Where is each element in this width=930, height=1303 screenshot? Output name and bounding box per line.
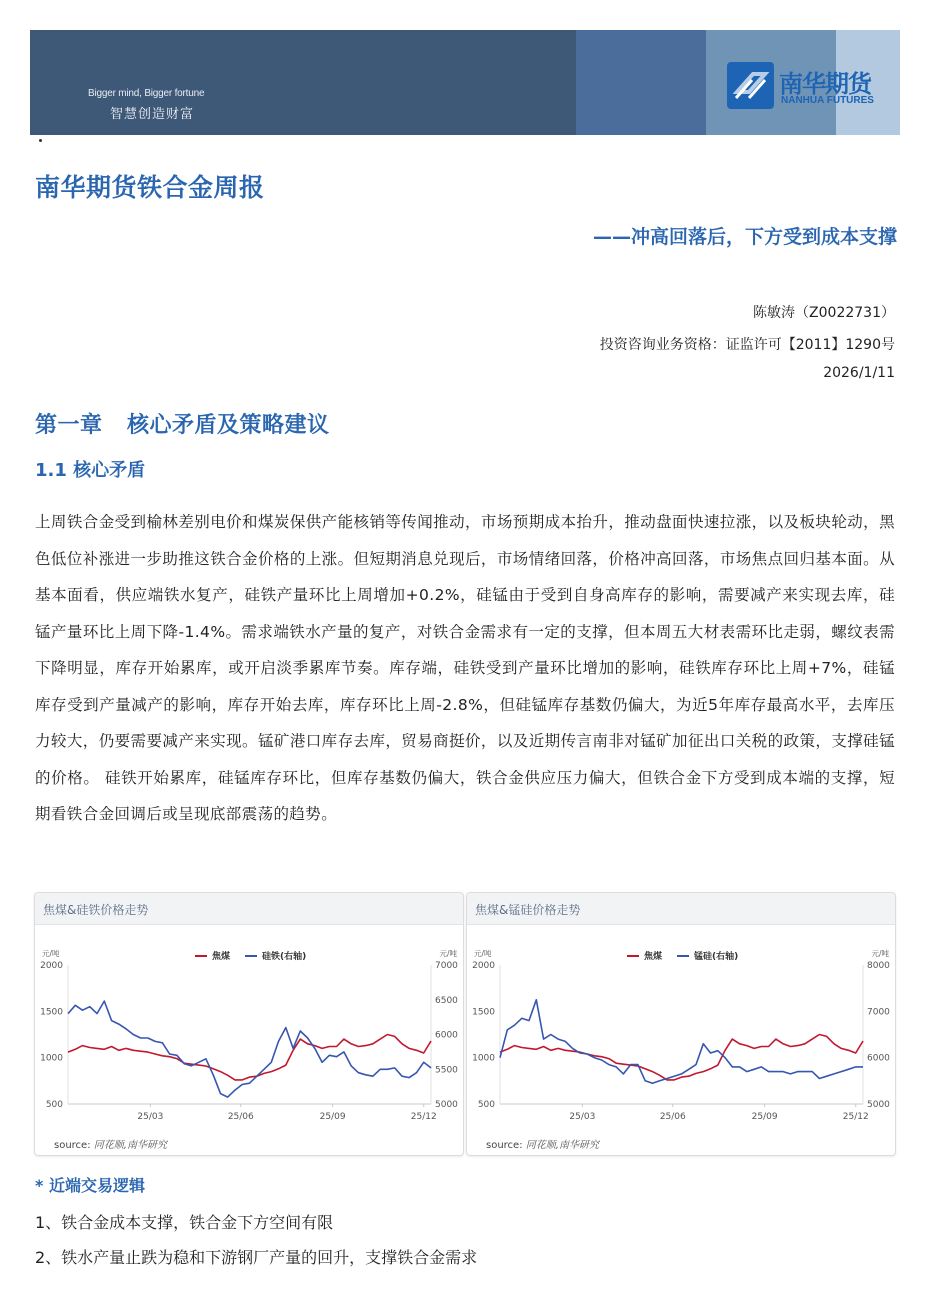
- svg-text:25/03: 25/03: [137, 1112, 164, 1122]
- svg-text:25/09: 25/09: [319, 1112, 346, 1122]
- svg-text:硅铁(右轴): 硅铁(右轴): [262, 952, 307, 962]
- chart-coke-ferrosilicon: [34, 892, 464, 1156]
- logo-chinese: 南华期货: [779, 70, 871, 98]
- svg-text:25/12: 25/12: [842, 1112, 869, 1122]
- svg-text:1000: 1000: [472, 1053, 495, 1064]
- svg-text:元/吨: 元/吨: [439, 949, 457, 958]
- chapter-title: 第一章 核心矛盾及策略建议: [35, 413, 330, 438]
- svg-text:500: 500: [477, 1100, 495, 1110]
- svg-text:焦煤: 焦煤: [212, 952, 231, 962]
- logic-item: 1、铁合金成本支撑，铁合金下方空间有限: [35, 1213, 334, 1232]
- svg-text:1500: 1500: [40, 1007, 63, 1018]
- bullet-dot: [39, 139, 42, 142]
- svg-text:6500: 6500: [435, 995, 458, 1006]
- svg-text:25/12: 25/12: [410, 1112, 437, 1122]
- svg-text:元/吨: 元/吨: [871, 949, 889, 958]
- chart-title: 焦煤&硅铁价格走势: [43, 903, 149, 917]
- svg-text:25/03: 25/03: [569, 1112, 596, 1122]
- slogan-english: Bigger mind, Bigger fortune: [88, 88, 205, 99]
- report-subtitle: ——冲高回落后，下方受到成本支撑: [592, 226, 897, 248]
- svg-text:1500: 1500: [472, 1007, 495, 1018]
- chart-coke-silicomanganese: [466, 892, 896, 1156]
- trading-logic-heading: * 近端交易逻辑: [35, 1176, 145, 1195]
- logo-english: NANHUA FUTURES: [781, 95, 874, 106]
- banner-band: [576, 30, 706, 135]
- company-logo: [727, 62, 897, 112]
- chart-plot: [35, 893, 463, 1155]
- svg-text:1000: 1000: [40, 1053, 63, 1064]
- source-text: 同花顺,南华研究: [525, 1140, 599, 1151]
- svg-text:7000: 7000: [435, 961, 458, 971]
- svg-text:7000: 7000: [867, 1007, 890, 1018]
- license-info: 投资咨询业务资格：证监许可【2011】1290号: [599, 337, 895, 353]
- section-title: 1.1 核心矛盾: [35, 460, 146, 481]
- svg-text:焦煤: 焦煤: [644, 952, 663, 962]
- svg-text:8000: 8000: [867, 961, 890, 971]
- svg-text:2000: 2000: [472, 961, 495, 971]
- svg-text:500: 500: [45, 1100, 63, 1110]
- logo-mark-icon: [727, 62, 774, 109]
- svg-text:6000: 6000: [867, 1053, 890, 1064]
- source-text: 同花顺,南华研究: [93, 1140, 167, 1151]
- author: 陈敏涛（Z0022731）: [753, 305, 895, 321]
- svg-text:2000: 2000: [40, 961, 63, 971]
- chart-source: source: 同花顺,南华研究: [54, 1140, 167, 1151]
- svg-text:6000: 6000: [435, 1030, 458, 1041]
- report-title: 南华期货铁合金周报: [35, 173, 265, 202]
- chart-source: source: 同花顺,南华研究: [486, 1140, 599, 1151]
- svg-text:5000: 5000: [867, 1100, 890, 1110]
- core-contradiction-paragraph: 上周铁合金受到榆林差别电价和煤炭保供产能核销等传闻推动，市场预期成本抬升，推动盘面快速拉涨，以及板块轮动，黑色低位补涨进一步助推这铁合金价格的上涨。但短期消息兑现后，市场情绪回落，价格冲高回落，市场焦点回归基本面。从基本面看，供应端铁水复产，硅铁产量环比上周增加+0.2%，硅锰由于受到自身高库存的影响，需要减产来实现去库，硅锰产量环比上周下降-1.4%。需求端铁水产量的复产，对铁合金需求有一定的支撑，但本周五大材表需环比走弱，螺纹表需下降明显，库存开始累库，或开启淡季累库节奏。库存端，硅铁受到产量环比增加的影响，硅铁库存环比上周+7%，硅锰库存受到产量减产的影响，库存开始去库，库存环比上周-2.8%，但硅锰库存基数仍偏大，为近5年库存最高水平，去库压力较大，仍要需要减产来实现。锰矿港口库存去库，贸易商挺价，以及近期传言南非对锰矿加征出口关税的政策，支撑硅锰的价格。 硅铁开始累库，硅锰库存环比，但库存基数仍偏大，铁合金供应压力偏大，但铁合金下方受到成本端的支撑，短期看铁合金回调后或呈现底部震荡的趋势。: [35, 513, 895, 823]
- svg-text:锰硅(右轴): 锰硅(右轴): [694, 952, 739, 962]
- svg-text:25/06: 25/06: [227, 1112, 254, 1122]
- svg-text:元/吨: 元/吨: [474, 949, 492, 958]
- header-banner: [30, 30, 900, 135]
- slogan-chinese: 智慧创造财富: [110, 107, 195, 122]
- svg-text:5000: 5000: [435, 1100, 458, 1110]
- svg-text:元/吨: 元/吨: [42, 949, 60, 958]
- svg-text:25/09: 25/09: [751, 1112, 778, 1122]
- chart-title: 焦煤&锰硅价格走势: [475, 903, 581, 917]
- logic-item: 2、铁水产量止跌为稳和下游钢厂产量的回升，支撑铁合金需求: [35, 1248, 478, 1267]
- report-date: 2026/1/11: [823, 365, 895, 381]
- svg-text:5500: 5500: [435, 1065, 458, 1076]
- chart-plot: [467, 893, 895, 1155]
- svg-text:25/06: 25/06: [659, 1112, 686, 1122]
